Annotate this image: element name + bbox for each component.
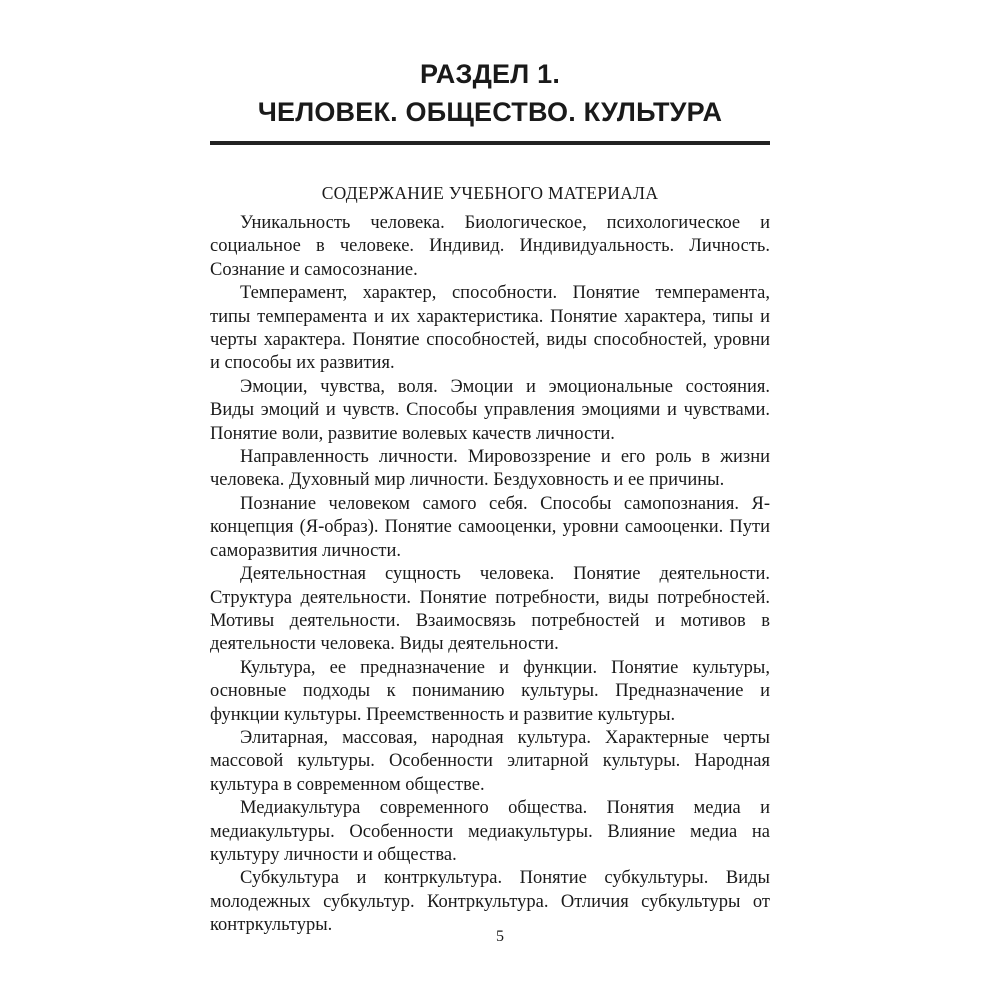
page-number: 5: [496, 928, 504, 945]
paragraph: Субкультура и контркультура. Понятие субкультуры. Виды молодежных субкультур. Контркультура. Отличия субкультуры от контркультуры.: [210, 868, 770, 936]
title-divider: [210, 141, 770, 145]
paragraph: Культура, ее предназначение и функции. Понятие культуры, основные подходы к пониманию культуры. Предназначение и функции культуры. Преемственность и развитие культуры.: [210, 657, 770, 725]
section-title: [210, 55, 770, 131]
section-title-line-2: ЧЕЛОВЕК. ОБЩЕСТВО. КУЛЬТУРА: [257, 97, 723, 127]
paragraph: Эмоции, чувства, воля. Эмоции и эмоциональные состояния. Виды эмоций и чувств. Способы управления эмоциями и чувствами. Понятие воли, развитие волевых качеств личности.: [210, 376, 770, 444]
paragraph: Направленность личности. Мировоззрение и его роль в жизни человека. Духовный мир личности. Бездуховность и ее причины.: [210, 447, 770, 491]
section-title-line-1: РАЗДЕЛ 1.: [419, 59, 561, 89]
subtitle: СОДЕРЖАНИЕ УЧЕБНОГО МАТЕРИАЛА: [321, 183, 659, 203]
paragraph: Деятельностная сущность человека. Понятие деятельности. Структура деятельности. Понятие потребности, виды потребностей. Мотивы деятельности. Взаимосвязь потребностей и мотивов в деятельности человека. Виды деятельности.: [210, 564, 770, 655]
paragraph: Уникальность человека. Биологическое, психологическое и социальное в человеке. Индивид. Индивидуальность. Личность. Сознание и самосознание.: [210, 213, 770, 280]
paragraph: Медиакультура современного общества. Понятия медиа и медиакультуры. Особенности медиакультуры. Влияние медиа на культуру личности и общества.: [210, 798, 770, 865]
paragraph: Темперамент, характер, способности. Понятие темперамента, типы темперамента и их характеристика. Понятие характера, типы и черты характера. Понятие способностей, виды способностей, уровни и способы их развития.: [210, 283, 770, 374]
page-content: [210, 55, 770, 955]
body-text: [210, 212, 770, 938]
paragraph: Элитарная, массовая, народная культура. Характерные черты массовой культуры. Особенности элитарной культуры. Народная культура в современном обществе.: [210, 727, 770, 795]
paragraph: Познание человеком самого себя. Способы самопознания. Я-концепция (Я-образ). Понятие самооценки, уровни самооценки. Пути саморазвития личности.: [210, 493, 770, 561]
